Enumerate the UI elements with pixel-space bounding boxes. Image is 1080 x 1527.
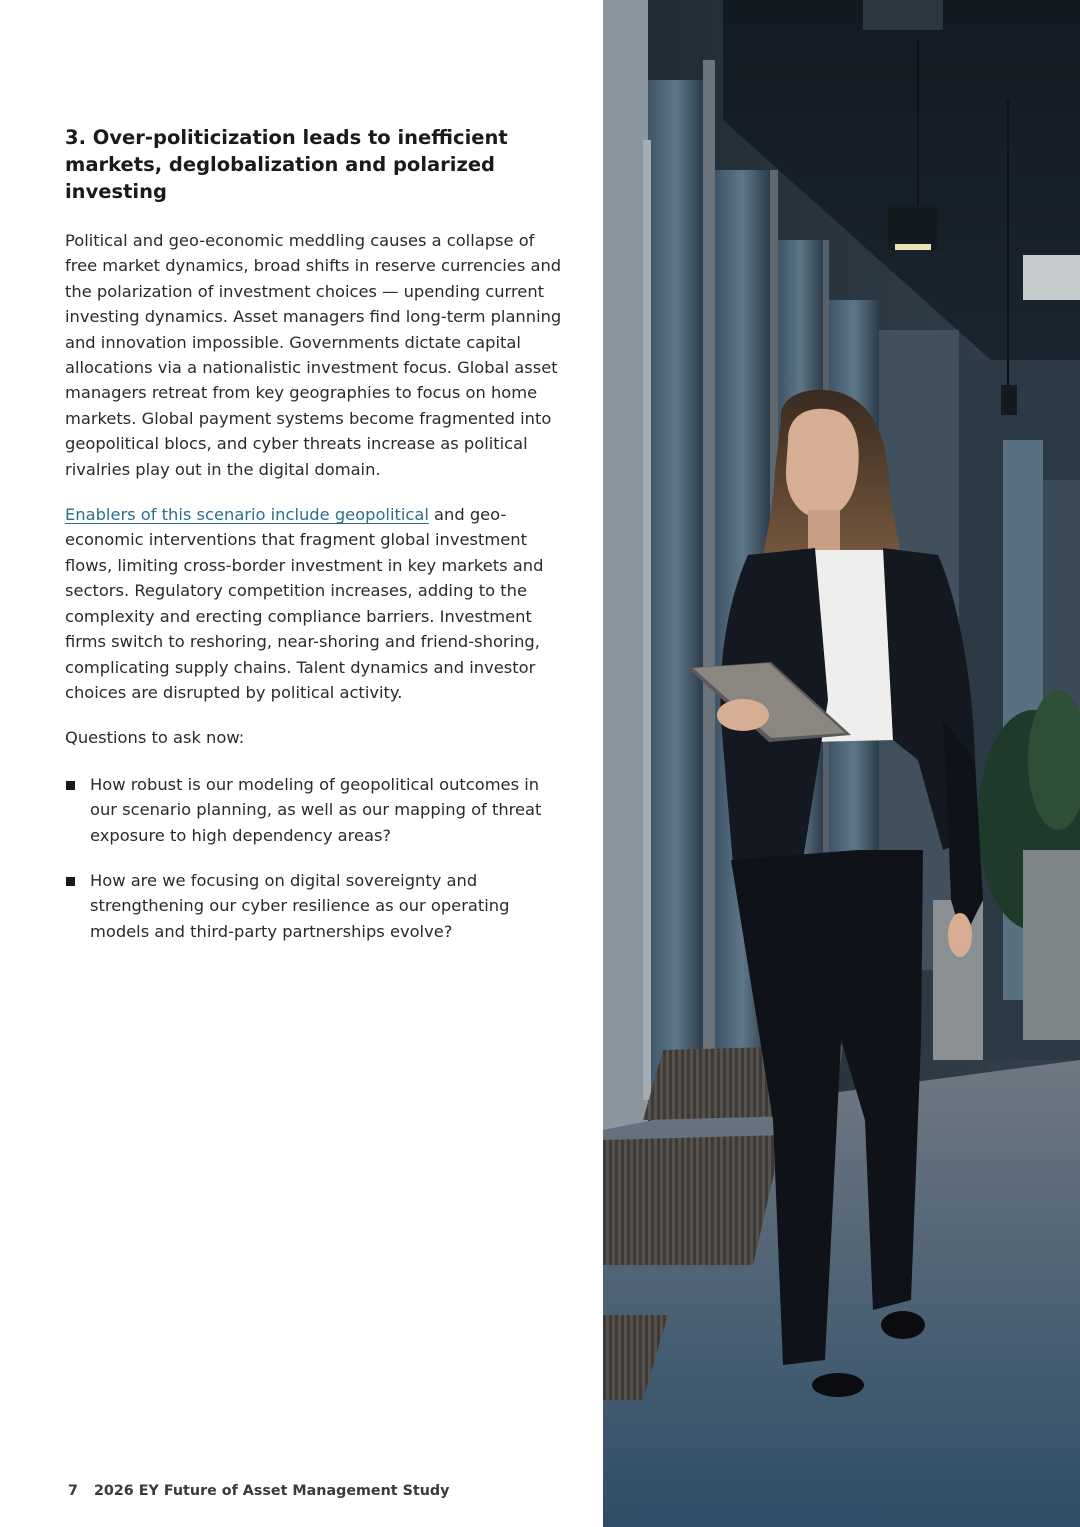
- businesswoman-photo: [603, 0, 1080, 1527]
- square-bullet-icon: [66, 781, 75, 790]
- enablers-text: and geo-economic interventions that fragment global investment flows, limiting cross-border investment in key markets and sectors. Regulatory competition increases, adding to the complexity and erecting compliance barriers. Investment firms switch to reshoring, near-shoring and friend-shoring, complicating supply chains. Talent dynamics and investor choices are disrupted by political activity.: [65, 505, 544, 702]
- square-bullet-icon: [66, 877, 75, 886]
- list-item: [65, 868, 565, 944]
- scenario-paragraph: Political and geo-economic meddling causes a collapse of free market dynamics, broad shifts in reserve currencies and the polarization of investment choices — upending current investing dynamics. Asset managers find long-term planning and innovation impossible. Governments dictate capital allocations via a nationalistic investment focus. Global asset managers retreat from key geographies to focus on home markets. Global payment systems become fragmented into geopolitical blocs, and cyber threats increase as political rivalries play out in the digital domain.: [65, 231, 562, 479]
- questions-intro: Questions to ask now:: [65, 728, 245, 748]
- list-item: [65, 772, 565, 848]
- page-footer: [68, 1483, 449, 1499]
- enablers-paragraph: [65, 502, 565, 705]
- page-number: 7: [68, 1483, 78, 1499]
- footer-title: 2026 EY Future of Asset Management Study: [93, 1483, 450, 1499]
- questions-list: [65, 772, 565, 944]
- office-corridor-illustration: [603, 0, 1080, 1527]
- main-text-column: [65, 124, 565, 964]
- question-text: How robust is our modeling of geopolitical outcomes in our scenario planning, as well as our mapping of threat exposure to high dependency areas?: [90, 774, 542, 845]
- question-text: How are we focusing on digital sovereignty and strengthening our cyber resilience as our operating models and third-party partnerships evolve?: [90, 870, 510, 941]
- enablers-link[interactable]: Enablers of this scenario include geopolitical: [65, 505, 429, 525]
- section-heading: 3. Over-politicization leads to inefficient markets, deglobalization and polarized investing: [65, 126, 508, 203]
